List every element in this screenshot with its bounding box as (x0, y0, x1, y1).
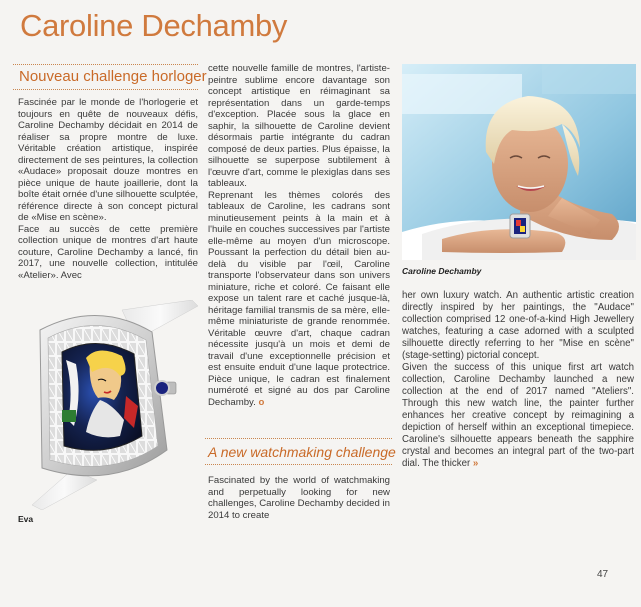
french-section-heading: Nouveau challenge horloger (19, 68, 207, 85)
french-column-1 (18, 97, 198, 281)
english-section-heading: A new watchmaking challenge (208, 444, 396, 460)
english-paragraph: her own luxury watch. An authentic artistic creation directly inspired by her paintings, the "Audace" collection comprised 12 one-of-a-kind High Jewellery watches, featuring a case adorned with a sculpted silhouette directly referring to her "Mise en scène" (stage-setting) pictorial concept. (402, 290, 634, 361)
page-number: 47 (597, 569, 609, 580)
end-of-article-mark: o (258, 396, 265, 408)
english-paragraph: Fascinated by the world of watchmaking and perpetually looking for new challenges, Caroline Dechamby decided in 2014 to create (208, 475, 390, 521)
divider-top-english (205, 438, 392, 439)
french-column-2 (208, 63, 390, 408)
english-column-3 (402, 290, 634, 470)
continue-mark: » (472, 458, 479, 469)
french-paragraph: cette nouvelle famille de montres, l'artiste-peintre sublime encore davantage son concept artistique en réimaginant sa représentation dans un garde-temps d'exception. Placée sous la glace en saphir, la silhouette de Caroline devient désormais partie intégrante du cadran composé de deux parties. Plus épaisse, la silhouette se superpose subtilement à l'œuvre d'art, comme le plexiglas dans ses tableaux. (208, 63, 390, 189)
french-paragraph: Fascinée par le monde de l'horlogerie et toujours en quête de nouveaux défis, Caroline Dechamby décidait en 2014 de réaliser sa propre montre de luxe. Véritable création artistique, inspirée directement de ses peintures, la collection «Audace» proposait douze montres en pièce unique de haute joaillerie, dont la boîte était ornée d'une silhouette sculptée, référence directe à son concept pictural de «Mise en scène». (18, 97, 198, 223)
english-paragraph: Given the success of this unique first art watch collection, Caroline Dechamby launched a new collection at the end of 2017 named "Ateliers". Through this new watch line, the painter further enhances her creative concept by reimagining a depiction of herself within an exceptional timepiece. Caroline's silhouette appears beneath the sapphire crystal and becomes an integral part of the two-part dial. The thicker » (402, 362, 634, 469)
divider-bottom-french (13, 89, 198, 90)
french-paragraph: Face au succès de cette première collection unique de montres d'art haute couture, Caroline Dechamby a lancé, fin 2017, une nouvelle collection, intitulée «Atelier». Avec (18, 223, 198, 281)
watch-caption: Eva (18, 514, 34, 524)
page-title: Caroline Dechamby (20, 8, 288, 43)
english-column-2 (208, 475, 390, 521)
portrait-caption: Caroline Dechamby (402, 266, 482, 276)
caroline-portrait-image (402, 64, 636, 260)
divider-bottom-english (205, 464, 392, 465)
french-paragraph: Reprenant les thèmes colorés des tableaux de Caroline, les cadrans sont minutieusement peints à la main et à l'huile en couches successives par l'artiste elle-même au moyen d'un microscope. Poussant la perfection du détail bien au-delà du visible par l'œil, Caroline transporte l'observateur dans son univers miniature, riche et coloré. Ce faisant elle expose un talent rare et caché jusque-là, héritage familial transmis de sa mère, elle-même miniaturiste de grande renommée. Véritable œuvre d'art, chaque cadran nécessite jusqu'à un mois et demi de travail d'une exceptionnelle précision et est ensuite enduit d'une laque protectrice. Pièce unique, le cadran est finalement numéroté et signé au dos par Caroline Dechamby. o (208, 189, 390, 408)
eva-watch-image (2, 300, 202, 510)
divider-top-french (13, 64, 198, 65)
